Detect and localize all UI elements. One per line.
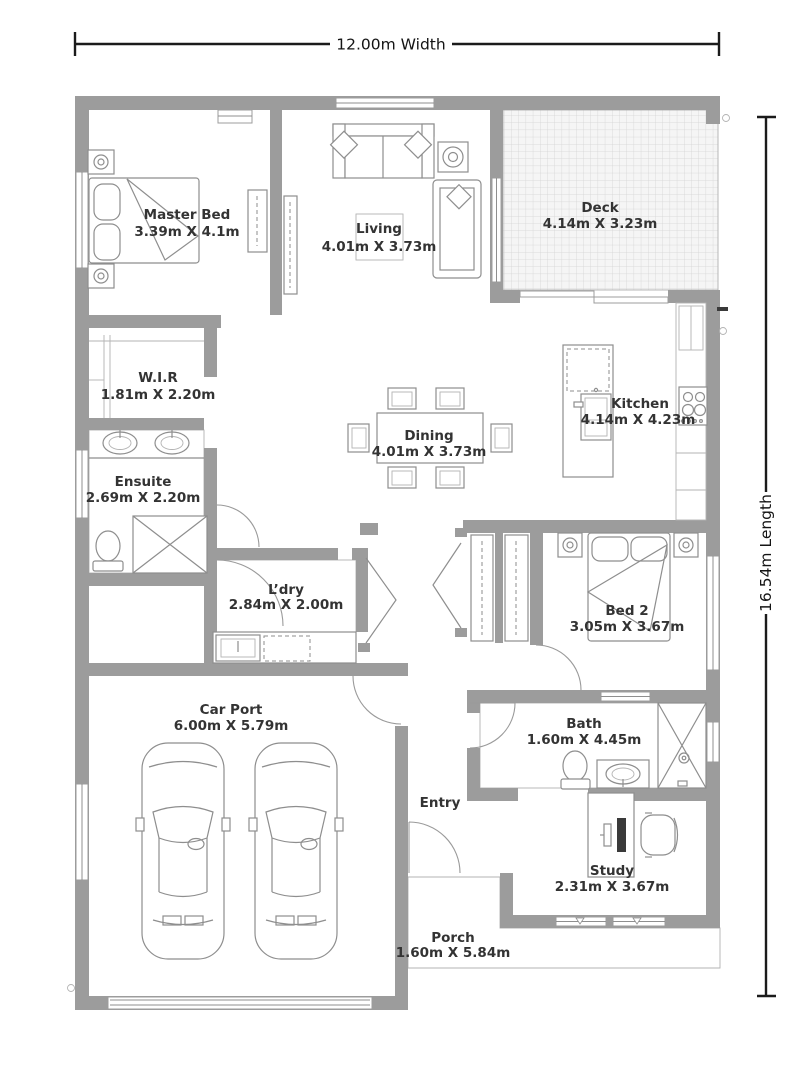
toilet-icon xyxy=(93,531,123,571)
width-dimension-label: 12.00m Width xyxy=(336,35,446,54)
wall-door-post xyxy=(358,643,370,652)
wall-bed2-top xyxy=(463,520,720,533)
carport-cars xyxy=(136,743,343,959)
room-label-kitchen: Kitchen xyxy=(611,396,669,412)
room-label-study: Study xyxy=(589,863,635,879)
vanity-basin xyxy=(597,760,649,788)
wall-study-bottom xyxy=(500,915,720,928)
wall-bed2-left xyxy=(530,533,543,645)
wall-bath-left-upper xyxy=(467,703,480,713)
room-label-bed2: Bed 2 xyxy=(605,603,649,619)
wall-ensuite-bottom xyxy=(89,573,204,586)
room-dims-dining: 4.01m X 3.73m xyxy=(371,444,487,460)
room-dims-living: 4.01m X 3.73m xyxy=(321,239,437,255)
room-dims-ensuite: 2.69m X 2.20m xyxy=(85,490,201,506)
shower-icon xyxy=(133,516,207,573)
wall-carport-right xyxy=(395,726,408,1010)
sliding-door-deck-b xyxy=(594,297,668,303)
wall-bath-top xyxy=(467,690,720,703)
room-dims-master-bed: 3.39m X 4.1m xyxy=(134,224,240,240)
room-label-deck: Deck xyxy=(581,200,619,216)
wall-hall-post-left xyxy=(360,523,378,535)
wall-closet-divider xyxy=(495,533,503,643)
kitchen-island xyxy=(563,345,613,477)
door-arc-entry xyxy=(409,822,460,873)
room-dims-wir: 1.81m X 2.20m xyxy=(100,387,216,403)
wall-deck-post xyxy=(706,110,720,124)
room-label-bath: Bath xyxy=(566,716,602,732)
room-label-carport: Car Port xyxy=(199,702,263,718)
wall-carport-top xyxy=(89,663,408,676)
length-dimension-label: 16.54m Length xyxy=(757,494,775,612)
shower-icon xyxy=(658,703,706,788)
garage-opening xyxy=(108,997,372,1009)
wall-laundry-right xyxy=(356,548,368,632)
room-dims-carport: 6.00m X 5.79m xyxy=(173,718,289,734)
sliding-door-deck-a xyxy=(520,291,594,297)
monitor-icon xyxy=(617,818,626,852)
room-dims-ldry: 2.84m X 2.00m xyxy=(228,597,344,613)
wall-master-living xyxy=(270,110,282,315)
door-arc-hall xyxy=(217,505,259,547)
room-dims-deck: 4.14m X 3.23m xyxy=(542,216,658,232)
room-label-ensuite: Ensuite xyxy=(114,474,172,490)
wall-wir-right xyxy=(204,315,217,377)
width-dimension xyxy=(75,32,719,56)
room-dims-study: 2.31m X 3.67m xyxy=(554,879,670,895)
room-label-master-bed: Master Bed xyxy=(143,207,231,223)
wall-bath-bottom-left xyxy=(467,788,518,801)
wall-door-post xyxy=(455,628,467,637)
room-label-entry: Entry xyxy=(419,795,461,811)
wall-deck-bottom-right xyxy=(668,290,720,303)
office-chair-icon xyxy=(641,813,678,857)
room-label-ldry: L’dry xyxy=(268,582,304,598)
wall-wir-ensuite xyxy=(89,418,204,430)
room-dims-bed2: 3.05m X 3.67m xyxy=(569,619,685,635)
room-dims-bath: 1.60m X 4.45m xyxy=(526,732,642,748)
laundry-fixtures xyxy=(213,632,356,663)
wall-door-post xyxy=(455,528,467,537)
wall-laundry-top xyxy=(217,548,338,560)
room-dims-kitchen: 4.14m X 4.23m xyxy=(580,412,696,428)
room-label-dining: Dining xyxy=(404,428,454,444)
door-arc-bed2 xyxy=(536,645,581,690)
length-dimension xyxy=(757,117,776,996)
room-dims-porch: 1.60m X 5.84m xyxy=(395,945,511,961)
wall-master-bottom xyxy=(89,315,221,328)
room-label-living: Living xyxy=(356,221,402,237)
wall-deck-bottom-left xyxy=(490,290,520,303)
bifold-door-right xyxy=(433,543,461,628)
bifold-door-left xyxy=(366,558,396,643)
toilet-icon xyxy=(561,751,590,789)
room-label-wir: W.I.R xyxy=(138,370,178,386)
wall-carport-right-upper xyxy=(395,663,408,676)
door-arc-carport xyxy=(353,676,401,724)
wall-bath-left-lower xyxy=(467,748,480,788)
room-label-porch: Porch xyxy=(431,930,475,946)
